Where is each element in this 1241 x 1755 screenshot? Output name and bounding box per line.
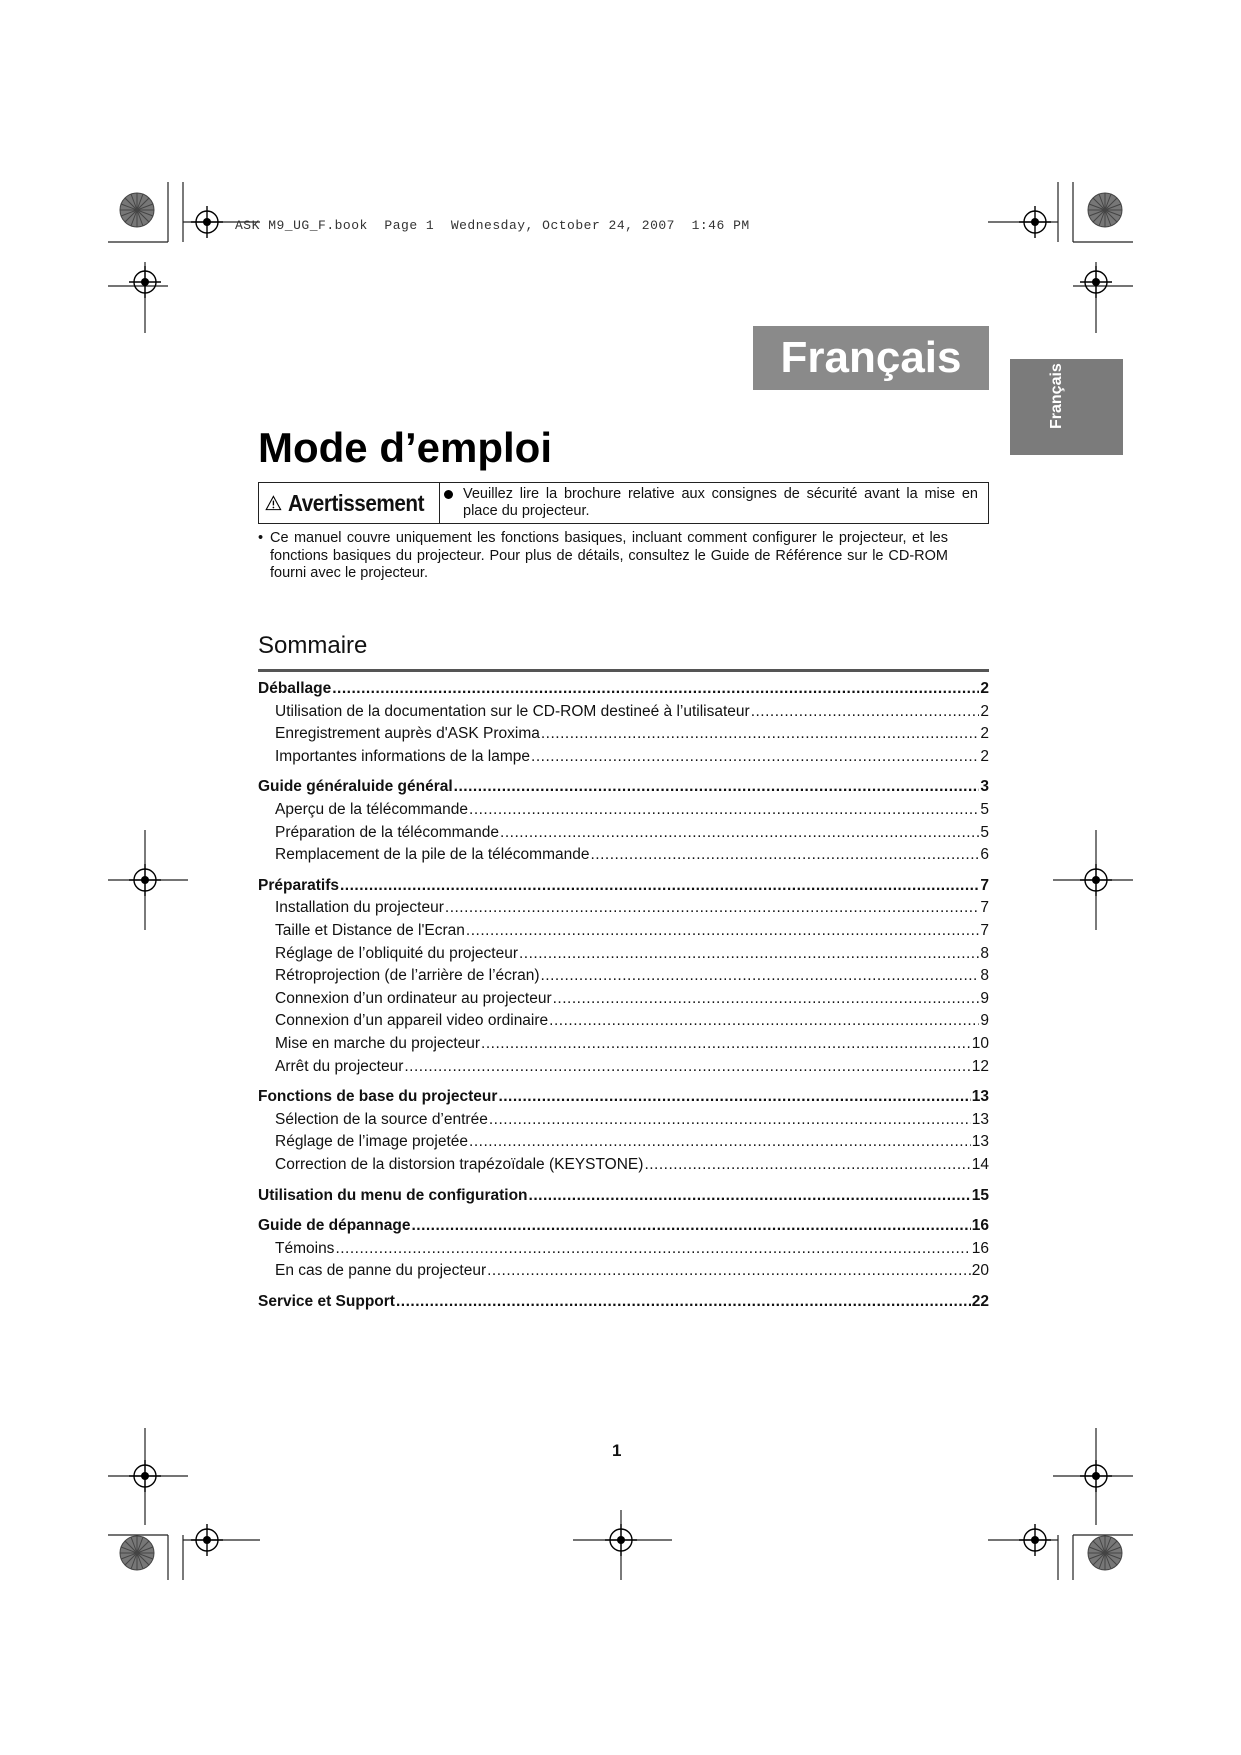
toc-entry-title: Connexion d’un ordinateur au projecteur <box>275 989 552 1007</box>
toc-entry-page: 13 <box>971 1110 989 1128</box>
toc-leader-dots <box>489 1111 971 1129</box>
toc-entry-page: 2 <box>980 680 989 697</box>
toc-entry-page: 2 <box>980 747 989 765</box>
toc-leader-dots <box>396 1293 971 1311</box>
side-tab-label: Français <box>1048 363 1065 429</box>
toc-entry[interactable] <box>275 703 989 721</box>
toc-section-entry[interactable] <box>258 680 989 698</box>
toc-leader-dots <box>481 1035 971 1053</box>
toc-section-entry[interactable] <box>258 1088 989 1106</box>
toc-entry-title: Réglage de l’image projetée <box>275 1133 469 1151</box>
toc-entry-title: Remplacement de la pile de la télécommande <box>275 846 590 864</box>
warning-message <box>448 486 978 520</box>
toc-entry[interactable] <box>275 1156 989 1174</box>
toc-section-entry[interactable] <box>258 778 989 796</box>
intro-note <box>258 530 948 583</box>
toc-entry-page: 13 <box>971 1133 989 1151</box>
note-text: Ce manuel couvre uniquement les fonctions basiques, incluant comment configurer le projecteur, et les fonctions basiques du projecteur. Pour plus de détails, consultez le Guide de Référence sur le CD-ROM fourni avec le projecteur. <box>270 530 948 581</box>
toc-entry-title: Sélection de la source d’entrée <box>275 1110 488 1128</box>
toc-section-entry[interactable] <box>258 877 989 895</box>
toc-entry-page: 6 <box>980 846 989 864</box>
toc-entry-page: 12 <box>971 1057 989 1075</box>
toc-entry-page: 5 <box>980 823 989 841</box>
toc-entry[interactable] <box>275 922 989 940</box>
toc-entry[interactable] <box>275 990 989 1008</box>
toc-leader-dots <box>590 846 979 864</box>
toc-entry-title: Utilisation de la documentation sur le CD-ROM destineé à l’utilisateur <box>275 702 750 720</box>
toc-entry-title: Connexion d’un appareil video ordinaire <box>275 1012 549 1030</box>
note-bullet: • <box>258 530 264 546</box>
toc-leader-dots <box>454 778 980 796</box>
toc-entry-page: 2 <box>980 702 989 720</box>
toc-entry-title: Préparation de la télécommande <box>275 823 500 841</box>
toc-entry-title: Rétroprojection (de l’arrière de l’écran) <box>275 967 540 985</box>
toc-entry-page: 20 <box>971 1262 989 1280</box>
toc-leader-dots <box>487 1262 971 1280</box>
toc-entry[interactable] <box>275 725 989 743</box>
toc-entry-page: 2 <box>980 725 989 743</box>
toc-entry-page: 9 <box>980 989 989 1007</box>
toc-entry[interactable] <box>275 1058 989 1076</box>
toc-entry[interactable] <box>275 899 989 917</box>
toc-entry[interactable] <box>275 801 989 819</box>
toc-entry[interactable] <box>275 1035 989 1053</box>
toc-leader-dots <box>549 1012 979 1030</box>
warning-label-text: Avertissement <box>287 489 424 516</box>
toc-entry-title: Enregistrement auprès d'ASK Proxima <box>275 725 540 743</box>
warning-box <box>258 482 989 524</box>
toc-entry-title: Réglage de l’obliquité du projecteur <box>275 944 518 962</box>
toc-leader-dots <box>411 1217 970 1235</box>
toc-entry[interactable] <box>275 1240 989 1258</box>
toc-entry-page: 10 <box>971 1035 989 1052</box>
toc-entry[interactable] <box>275 945 989 963</box>
toc-leader-dots <box>404 1058 970 1076</box>
toc-leader-dots <box>500 824 979 842</box>
toc-entry[interactable] <box>275 1012 989 1030</box>
toc-leader-dots <box>445 899 979 917</box>
warning-label <box>259 483 440 523</box>
toc-entry-title: Déballage <box>258 680 332 697</box>
toc-entry-title: Taille et Distance de l'Ecran <box>275 922 465 939</box>
toc-entry-page: 7 <box>980 876 989 894</box>
toc-entry-title: Préparatifs <box>258 876 339 894</box>
toc-entry-title: Importantes informations de la lampe <box>275 747 531 765</box>
warning-text: Veuillez lire la brochure relative aux consignes de sécurité avant la mise en place du projecteur. <box>463 486 978 519</box>
toc-entry-page: 13 <box>971 1088 989 1106</box>
toc-entry[interactable] <box>275 1111 989 1129</box>
toc-entry-page: 16 <box>971 1217 989 1235</box>
page-title: Mode d’emploi <box>258 424 552 471</box>
toc-entry-page: 8 <box>980 944 989 962</box>
toc-leader-dots <box>751 703 980 721</box>
toc-entry-page: 7 <box>980 899 989 917</box>
toc-entry-title: En cas de panne du projecteur <box>275 1262 487 1280</box>
toc-entry[interactable] <box>275 1133 989 1151</box>
toc-leader-dots <box>644 1156 970 1174</box>
toc-entry-title: Service et Support <box>258 1293 395 1310</box>
toc-entry-page: 9 <box>980 1012 989 1030</box>
toc-leader-dots <box>469 801 979 819</box>
bullet-dot <box>444 490 453 499</box>
toc-heading: Sommaire <box>258 632 368 659</box>
toc-leader-dots <box>340 877 979 895</box>
toc-leader-dots <box>498 1088 970 1106</box>
toc-entry-page: 14 <box>971 1156 989 1173</box>
warning-icon <box>265 490 282 516</box>
toc-entry-title: Témoins <box>275 1239 335 1257</box>
toc-entry[interactable] <box>275 846 989 864</box>
toc-entry[interactable] <box>275 748 989 766</box>
toc-divider <box>258 669 989 672</box>
toc-leader-dots <box>332 680 979 698</box>
toc-entry-title: Correction de la distorsion trapézoïdale (KEYSTONE) <box>275 1156 644 1173</box>
toc-entry[interactable] <box>275 1262 989 1280</box>
page-number: 1 <box>612 1441 622 1460</box>
toc-leader-dots <box>335 1240 970 1258</box>
toc-entry-page: 15 <box>971 1186 989 1204</box>
toc-entry-page: 7 <box>980 922 989 939</box>
toc-leader-dots <box>469 1133 971 1151</box>
toc-section-entry[interactable] <box>258 1217 989 1235</box>
toc-leader-dots <box>529 1187 971 1205</box>
toc-leader-dots <box>553 990 980 1008</box>
toc-leader-dots <box>540 967 979 985</box>
toc-entry-title: Arrêt du projecteur <box>275 1057 404 1075</box>
toc-section-entry[interactable] <box>258 1187 989 1205</box>
toc-leader-dots <box>466 922 979 940</box>
toc-leader-dots <box>519 945 979 963</box>
toc-leader-dots <box>531 748 979 766</box>
toc-entry[interactable] <box>275 824 989 842</box>
toc-entry-page: 5 <box>980 801 989 818</box>
toc-entry-title: Fonctions de base du projecteur <box>258 1088 498 1106</box>
toc-entry-page: 22 <box>971 1293 989 1310</box>
toc-entry-page: 3 <box>980 778 989 796</box>
language-banner: Français <box>753 326 989 390</box>
toc-entry-title: Installation du projecteur <box>275 899 444 917</box>
toc-entry[interactable] <box>275 967 989 985</box>
toc-entry-title: Guide généraluide général <box>258 778 453 796</box>
toc-entry-title: Guide de dépannage <box>258 1217 411 1235</box>
toc-entry-page: 16 <box>971 1239 989 1257</box>
toc-entry-title: Utilisation du menu de configuration <box>258 1186 528 1204</box>
toc-entry-page: 8 <box>980 967 989 985</box>
side-language-tab <box>1010 359 1123 455</box>
toc-section-entry[interactable] <box>258 1293 989 1311</box>
toc-leader-dots <box>541 725 980 743</box>
toc-entry-title: Aperçu de la télécommande <box>275 801 469 818</box>
toc-entry-title: Mise en marche du projecteur <box>275 1035 481 1052</box>
print-header: ASK M9_UG_F.book Page 1 Wednesday, October 24, 2007 1:46 PM <box>235 218 750 233</box>
